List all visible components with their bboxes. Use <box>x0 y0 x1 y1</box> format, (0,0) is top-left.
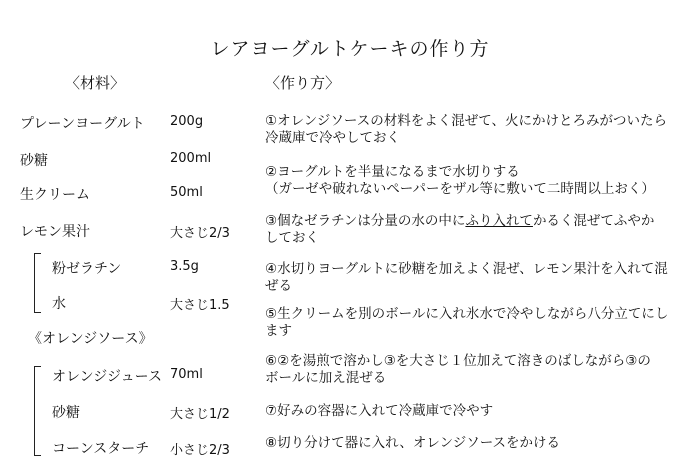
step-line: ぜる <box>265 278 292 294</box>
ingredient-amount: 50ml <box>170 185 203 200</box>
ingredient-name: コーンスターチ <box>52 441 150 457</box>
step-line: ②ヨーグルトを半量になるまで水切りする <box>265 164 520 180</box>
ingredient-name: 水 <box>52 296 66 312</box>
ingredient-amount: 3.5g <box>170 259 199 274</box>
step-line: 冷蔵庫で冷やしておく <box>265 130 400 146</box>
step-line: ⑥②を湯煎で溶かし③を大さじ１位加えて溶きのばしながら③の <box>265 353 651 369</box>
step-3 <box>265 213 680 247</box>
step-5 <box>265 306 680 340</box>
step-line: ⑧切り分けて器に入れ、オレンジソースをかける <box>265 435 561 451</box>
ingredient-amount: 大さじ1/2 <box>170 407 230 422</box>
ingredient-amount: 大さじ2/3 <box>170 226 230 241</box>
gelatin-bracket <box>34 253 41 313</box>
step-line: ます <box>265 323 292 339</box>
step-line: ボールに加え混ぜる <box>265 370 387 386</box>
ingredient-name: 生クリーム <box>20 187 90 203</box>
ingredient-amount: 小さじ2/3 <box>170 443 230 458</box>
step-line: ①オレンジソースの材料をよく混ぜて、火にかけとろみがついたら <box>265 113 667 129</box>
ingredient-amount: 大さじ1.5 <box>170 298 230 313</box>
step-line: ④水切りヨーグルトに砂糖を加えよく混ぜ、レモン果汁を入れて混 <box>265 261 668 277</box>
ingredient-name: レモン果汁 <box>20 224 90 240</box>
step-line: ⑦好みの容器に入れて冷蔵庫で冷やす <box>265 403 494 419</box>
step-text-underlined: ふり入れて <box>465 213 533 229</box>
sauce-heading: 《オレンジソース》 <box>28 331 153 347</box>
step-line <box>265 213 680 230</box>
ingredient-amount: 200g <box>170 114 204 129</box>
step-2 <box>265 164 680 198</box>
ingredient-amount: 200ml <box>170 151 212 166</box>
step-line: しておく <box>265 230 319 246</box>
ingredient-name: 砂糖 <box>20 153 48 169</box>
step-text: ③個なゼラチンは分量の水の中に <box>265 213 466 229</box>
sauce-bracket <box>34 366 41 456</box>
ingredient-name: オレンジジュース <box>52 369 162 385</box>
step-line: ⑤生クリームを別のボールに入れ氷水で冷やしながら八分立てにし <box>265 306 669 322</box>
step-4 <box>265 261 680 295</box>
step-8 <box>265 435 680 452</box>
ingredients-heading: 〈材料〉 <box>65 74 126 92</box>
ingredient-name: 粉ゼラチン <box>52 261 122 277</box>
page-title: レアヨーグルトケーキの作り方 <box>210 38 490 60</box>
step-1 <box>265 113 680 147</box>
ingredient-name: プレーンヨーグルト <box>20 116 145 132</box>
steps-heading: 〈作り方〉 <box>265 74 341 92</box>
step-6 <box>265 353 680 387</box>
ingredient-name: 砂糖 <box>52 405 80 421</box>
step-7 <box>265 403 680 420</box>
step-line: （ガーゼや破れないペーパーをザル等に敷いて二時間以上おく） <box>265 181 655 197</box>
ingredient-amount: 70ml <box>170 367 203 382</box>
step-text: かるく混ぜてふやか <box>532 213 655 229</box>
